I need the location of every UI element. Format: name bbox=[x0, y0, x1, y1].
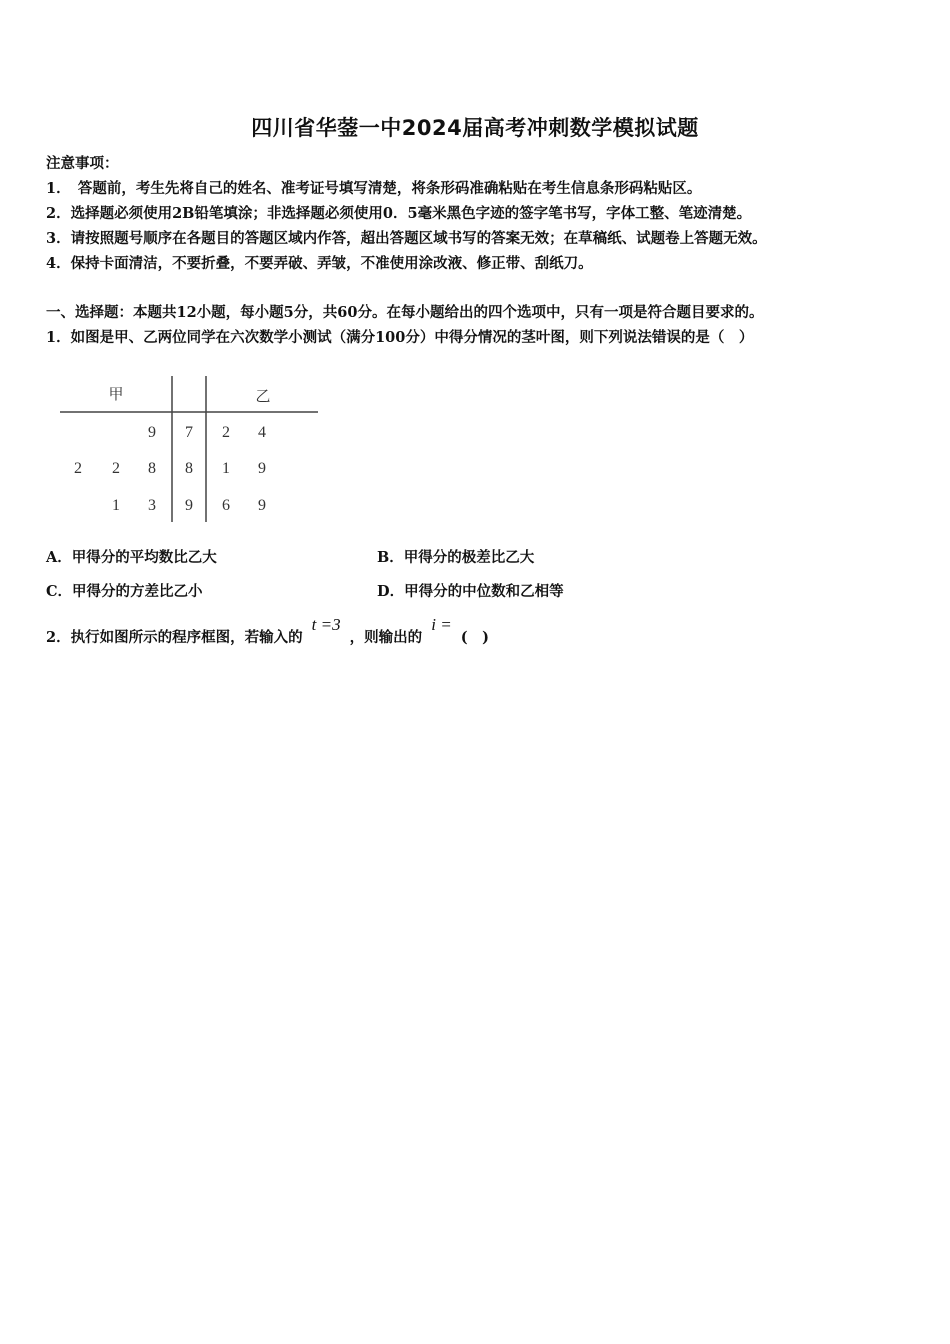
question-2-middle: ，则输出的 bbox=[349, 629, 423, 646]
question-1-stem: 1．如图是甲、乙两位同学在六次数学小测试（满分100分）中得分情况的茎叶图，则下列说法错误的是（ ） bbox=[46, 329, 754, 346]
notice-item-3: 3．请按照题号顺序在各题目的答题区域内作答，超出答题区域书写的答案无效；在草稿纸、试题卷上答题无效。 bbox=[46, 230, 767, 247]
leaf-right: 9 bbox=[258, 460, 266, 477]
leaf-right: 2 bbox=[222, 424, 230, 441]
leaf-left: 3 bbox=[148, 497, 156, 514]
stem-leaf-left-header: 甲 bbox=[108, 385, 124, 403]
stem-leaf-svg bbox=[58, 372, 320, 524]
notice-item-2: 2．选择题必须使用2B铅笔填涂；非选择题必须使用0．5毫米黑色字迹的签字笔书写，字体工整、笔迹清楚。 bbox=[46, 205, 752, 222]
leaf-left: 2 bbox=[74, 460, 82, 477]
question-2-suffix: ( ) bbox=[460, 629, 489, 646]
question-2-output-expr: i = bbox=[431, 615, 452, 634]
leaf-right: 9 bbox=[258, 497, 266, 514]
notice-item-4: 4．保持卡面清洁，不要折叠，不要弄破、弄皱，不准使用涂改液、修正带、刮纸刀。 bbox=[46, 255, 593, 272]
leaf-right: 4 bbox=[258, 424, 266, 441]
question-2-stem bbox=[46, 615, 489, 647]
stem: 8 bbox=[185, 460, 193, 477]
stem: 9 bbox=[185, 497, 193, 514]
option-b: B．甲得分的极差比乙大 bbox=[377, 549, 535, 566]
leaf-left: 8 bbox=[148, 460, 156, 477]
option-a: A．甲得分的平均数比乙大 bbox=[46, 549, 217, 566]
notice-item-1: 1． 答题前，考生先将自己的姓名、准考证号填写清楚，将条形码准确粘贴在考生信息条形码粘贴区。 bbox=[46, 180, 702, 197]
leaf-left: 9 bbox=[148, 424, 156, 441]
notice-heading: 注意事项： bbox=[46, 155, 119, 172]
leaf-left: 1 bbox=[112, 497, 120, 514]
option-d: D．甲得分的中位数和乙相等 bbox=[377, 583, 564, 600]
section-heading: 一、选择题：本题共12小题，每小题5分，共60分。在每小题给出的四个选项中，只有一项是符合题目要求的。 bbox=[46, 304, 764, 321]
leaf-right: 6 bbox=[222, 497, 230, 514]
stem-leaf-right-header: 乙 bbox=[255, 387, 271, 405]
option-c: C．甲得分的方差比乙小 bbox=[46, 583, 203, 600]
stem: 7 bbox=[185, 424, 193, 441]
leaf-right: 1 bbox=[222, 460, 230, 477]
page-title: 四川省华蓥一中2024届高考冲刺数学模拟试题 bbox=[251, 116, 699, 140]
question-2-prefix: 2．执行如图所示的程序框图，若输入的 bbox=[46, 629, 303, 646]
stem-leaf-plot bbox=[58, 372, 320, 524]
leaf-left: 2 bbox=[112, 460, 120, 477]
question-2-input-expr: t =3 bbox=[311, 615, 341, 634]
